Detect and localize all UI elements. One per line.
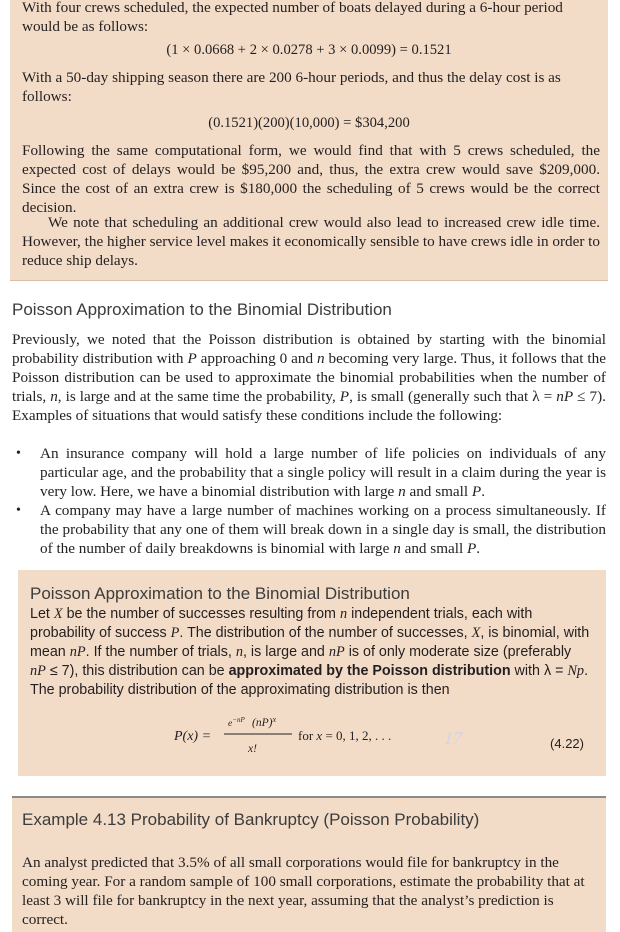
text-segment: is of only moderate size (preferably xyxy=(344,644,572,660)
text-segment: An insurance company will hold a large number of life policies on individuals of any particular age, and the probability that a single policy will result in a claim during the year is very low. Here, we have a binomial distribution with large xyxy=(40,445,606,500)
text-segment: approaching 0 and xyxy=(196,350,318,367)
var-X: X xyxy=(53,606,63,622)
section-paragraph xyxy=(12,330,606,425)
var-Np: Np xyxy=(567,663,585,679)
text-segment: A company may have a large number of machines working on a process simultaneously. If the probability that any one of them will break down in a single day is small, the distribution of the number of daily breakdowns is binomial with large xyxy=(40,502,606,557)
var-P: P xyxy=(339,388,350,405)
definition-title: Poisson Approximation to the Binomial Distribution xyxy=(30,584,410,603)
text-segment: and small xyxy=(400,540,468,557)
var-P: P xyxy=(187,350,197,367)
text-segment: . If the number of trials, xyxy=(85,644,236,660)
list-item xyxy=(12,501,606,558)
var-nP: nP xyxy=(69,644,86,660)
equation-delay-cost: (0.1521)(200)(10,000) = $304,200 xyxy=(208,115,410,131)
var-nP: nP xyxy=(30,663,46,679)
text-segment: ≤ 7), this distribution can be xyxy=(45,663,229,679)
definition-text xyxy=(30,605,590,700)
var-P: P xyxy=(467,540,477,557)
handwritten-annotation: 17 xyxy=(441,728,465,748)
var-P: P xyxy=(170,625,180,641)
text-segment: Previously, we noted that the Poisson distribution is obtained by starting with the binomial probability distribution with xyxy=(12,331,606,367)
var-n: n xyxy=(393,540,401,557)
definition-box xyxy=(18,570,606,776)
example-title: Example 4.13 Probability of Bankruptcy (Poisson Probability) xyxy=(22,810,480,829)
text-segment: . xyxy=(481,483,485,500)
text-segment: independent trials, each with probability of success xyxy=(30,606,533,641)
var-n: n xyxy=(235,644,243,660)
var-n: n xyxy=(50,388,58,405)
var-n: n xyxy=(317,350,325,367)
eq-numerator: (nP)$^x$ xyxy=(252,714,276,729)
text-segment: , is binomial, with mean xyxy=(30,625,590,660)
var-P: P xyxy=(471,483,482,500)
text-segment: , is large and xyxy=(242,644,329,660)
eq-lhs: P(x) = xyxy=(174,729,212,744)
worked-solution-box xyxy=(10,0,608,281)
examples-list xyxy=(12,444,606,558)
paragraph-shipping-season: With a 50-day shipping season there are 200 6-hour periods, and thus the delay cost is as follows: xyxy=(22,69,561,105)
text-segment: be the number of successes resulting from xyxy=(62,606,340,622)
example-text: An analyst predicted that 3.5% of all small corporations would file for bankruptcy in the coming year. For a random sample of 100 small corporations, estimate the probability that at least 3 will file for bankruptcy in the next year, assuming that the analyst’s prediction is correct. xyxy=(22,854,585,928)
bullet-icon: • xyxy=(16,503,21,518)
var-nP: nP xyxy=(328,644,345,660)
text-segment: and small xyxy=(405,483,472,500)
var-nP: nP xyxy=(556,388,574,405)
section-heading: Poisson Approximation to the Binomial Distribution xyxy=(12,300,392,319)
list-item xyxy=(12,444,606,501)
var-X: X xyxy=(471,625,481,641)
var-n: n xyxy=(339,606,348,622)
var-n: n xyxy=(398,483,406,500)
equation-expected-boats: (1 × 0.0668 + 2 × 0.0278 + 3 × 0.0099) = 0.1521 xyxy=(166,42,452,58)
text-segment: Let xyxy=(30,606,54,622)
text-segment: . The probability distribution of the approximating distribution is then xyxy=(30,663,589,698)
eq-exponent: $e^{-nP}$ xyxy=(228,716,245,729)
text-segment: , is small (generally such that λ = xyxy=(349,388,557,405)
bold-text: approximated by the Poisson distribution xyxy=(228,663,511,679)
eq-for: for x = 0, 1, 2, . . . xyxy=(298,728,392,743)
text-segment: , is large and at the same time the probability, xyxy=(57,388,340,405)
equation-number: (4.22) xyxy=(550,736,584,751)
paragraph-four-crews: With four crews scheduled, the expected number of boats delayed during a 6-hour period would be as follows: xyxy=(22,0,563,35)
bullet-icon: • xyxy=(16,446,21,461)
text-segment: . The distribution of the number of successes, xyxy=(179,625,472,641)
paragraph-idle-time: We note that scheduling an additional crew would also lead to increased crew idle time. However, the higher service level makes it economically sensible to have crews idle in order to reduce ship delays. xyxy=(22,214,600,269)
paragraph-five-crews: Following the same computational form, we would find that with 5 crews scheduled, the expected cost of delays would be $95,200 and, thus, the extra crew would save $209,000. Since the cost of an extra crew is $180,000 the scheduling of 5 crews would be the correct decision. xyxy=(22,142,600,216)
text-segment: becoming very large. Thus, it follows that the Poisson distribution can be used to approximate the binomial probabilities when the number of trials, xyxy=(12,350,606,405)
example-box xyxy=(12,798,606,932)
text-segment: . xyxy=(476,540,481,557)
text-segment: with λ = xyxy=(510,663,568,679)
text-segment: ≤ 7). Examples of situations that would satisfy these conditions include the following: xyxy=(12,388,606,424)
eq-denominator: x! xyxy=(248,743,257,755)
